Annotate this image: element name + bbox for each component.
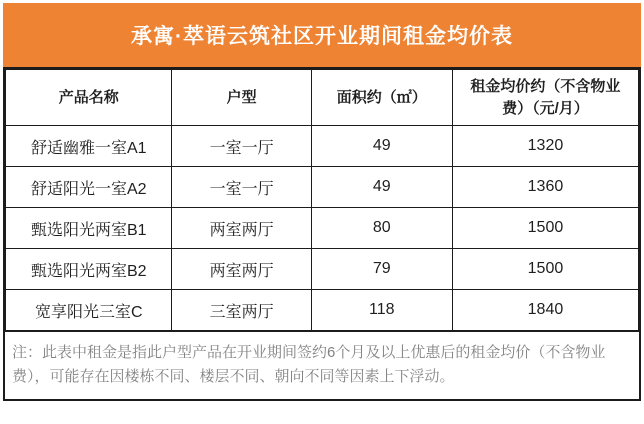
cell-unit-type: 两室两厅 <box>172 249 311 290</box>
cell-area: 80 <box>311 208 452 249</box>
rent-price-table <box>5 69 639 331</box>
title-band <box>3 3 641 67</box>
cell-area: 49 <box>311 167 452 208</box>
table-row <box>6 208 639 249</box>
cell-unit-type: 一室一厅 <box>172 126 311 167</box>
table-row <box>6 249 639 290</box>
table-row <box>6 126 639 167</box>
cell-area: 79 <box>311 249 452 290</box>
page-title: 承寓·萃语云筑社区开业期间租金均价表 <box>131 25 513 48</box>
cell-product-name: 甄选阳光两室B2 <box>6 249 172 290</box>
column-header-rent-price: 租金均价约（不含物业费）（元/月） <box>452 70 638 126</box>
table-header-row <box>6 70 639 126</box>
column-header-area: 面积约（㎡） <box>311 70 452 126</box>
cell-product-name: 甄选阳光两室B1 <box>6 208 172 249</box>
cell-area: 49 <box>311 126 452 167</box>
table-row <box>6 167 639 208</box>
cell-rent-price: 1320 <box>452 126 638 167</box>
cell-area: 118 <box>311 290 452 331</box>
cell-product-name: 宽享阳光三室C <box>6 290 172 331</box>
column-header-product-name: 产品名称 <box>6 70 172 126</box>
cell-product-name: 舒适幽雅一室A1 <box>6 126 172 167</box>
cell-rent-price: 1500 <box>452 208 638 249</box>
cell-unit-type: 三室两厅 <box>172 290 311 331</box>
cell-product-name: 舒适阳光一室A2 <box>6 167 172 208</box>
column-header-unit-type: 户型 <box>172 70 311 126</box>
rent-table-container <box>3 67 641 401</box>
cell-unit-type: 两室两厅 <box>172 208 311 249</box>
footnote: 注：此表中租金是指此户型产品在开业期间签约6个月及以上优惠后的租金均价（不含物业费），可能存在因楼栋不同、楼层不同、朝向不同等因素上下浮动。 <box>5 331 639 399</box>
cell-unit-type: 一室一厅 <box>172 167 311 208</box>
table-row <box>6 290 639 331</box>
cell-rent-price: 1360 <box>452 167 638 208</box>
cell-rent-price: 1840 <box>452 290 638 331</box>
cell-rent-price: 1500 <box>452 249 638 290</box>
